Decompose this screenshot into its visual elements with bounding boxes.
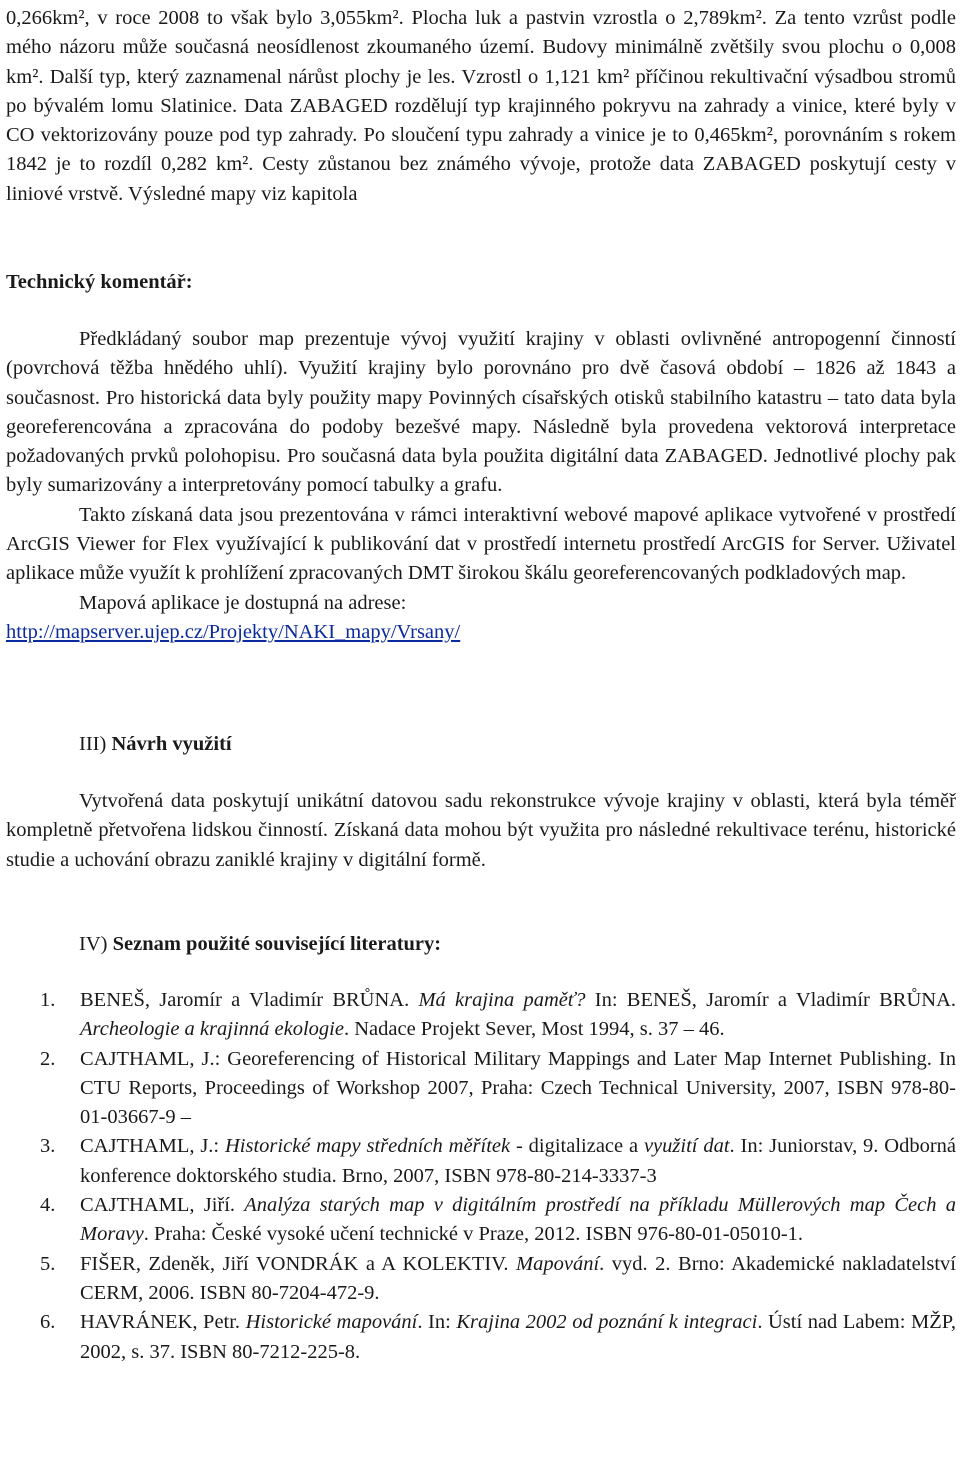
- reference-text: CAJTHAML, J.: Historické mapy středních měřítek - digitalizace a využití dat. In: Juniorstav, 9. Odborná konference doktorského studia. Brno, 2007, ISBN 978-80-214-3337-3: [80, 1135, 957, 1187]
- reference-number: 2.: [40, 1047, 56, 1070]
- heading-technical-comment: Technický komentář:: [6, 271, 193, 293]
- reference-text: CAJTHAML, J.: Georeferencing of Historical Military Mappings and Later Map Internet Publishing. In CTU Reports, Proceedings of Workshop 2007, Praha: Czech Technical University, 2007, ISBN 978-80-01-03667-9 –: [80, 1047, 956, 1129]
- section-3-title: Návrh využití: [111, 733, 232, 755]
- reference-text: CAJTHAML, Jiří. Analýza starých map v digitálním prostředí na příkladu Müllerových map Čech a Moravy. Praha: České vysoké učení technické v Praze, 2012. ISBN 976-80-01-05010-1.: [80, 1194, 956, 1246]
- reference-number: 6.: [40, 1311, 56, 1334]
- reference-text: BENEŠ, Jaromír a Vladimír BRŮNA. Má krajina paměť? In: BENEŠ, Jaromír a Vladimír BRŮNA. Archeologie a krajinná ekologie. Nadace Projekt Sever, Most 1994, s. 37 – 46.: [80, 989, 957, 1041]
- paragraph-results: 0,266km², v roce 2008 to však bylo 3,055km². Plocha luk a pastvin vzrostla o 2,789km². Za tento vzrůst podle mého názoru může současná neosídlenost zkoumaného území. Budovy minimálně zvětšily svou plochu o 0,008 km². Další typ, který zaznamenal nárůst plochy je les. Vzrostl o 1,121 km² příčinou rekultivační výsadbou stromů po bývalém lomu Slatinice. Data ZABAGED rozdělují typ krajinného pokryvu na zahrady a vinice, které byly v CO vektorizovány pouze pod typ zahrady. Po sloučení typu zahrady a vinice je to 0,465km², porovnáním s rokem 1842 je to rozdíl 0,282 km². Cesty zůstanou bez známého vývoje, protože data ZABAGED poskytují cesty v liniové vrstvě. Výsledné mapy viz kapitola: [6, 7, 956, 205]
- section-4-title: Seznam použité související literatury:: [112, 933, 442, 955]
- reference-number: 1.: [40, 989, 56, 1011]
- paragraph-tech-2: Takto získaná data jsou prezentována v rámci interaktivní webové mapové aplikace vytvořené v prostředí ArcGIS Viewer for Flex využívající k publikování dat v prostředí internetu prostředí ArcGIS for Server. Uživatel aplikace může využít k prohlížení zpracovaných DMT širokou škálu georeferencovaných podkladových map.: [6, 503, 956, 585]
- paragraph-tech-3: Mapová aplikace je dostupná na adrese:: [79, 591, 407, 614]
- reference-item: [40, 986, 956, 1045]
- app-url-link[interactable]: http://mapserver.ujep.cz/Projekty/NAKI_mapy/Vrsany/: [6, 620, 461, 643]
- reference-item: [40, 1308, 956, 1367]
- paragraph-section-3: Vytvořená data poskytují unikátní datovou sadu rekonstrukce vývoje krajiny v oblasti, která byla téměř kompletně přetvořena lidskou činností. Získaná data mohou být využita pro následné rekultivace terénu, historické studie a uchování obrazu zaniklé krajiny v digitální formě.: [6, 790, 956, 871]
- reference-item: [40, 1045, 956, 1133]
- technical-comment-section: [6, 325, 956, 647]
- reference-item: [40, 1191, 956, 1250]
- reference-number: 5.: [40, 1252, 56, 1275]
- paragraph-tech-1: Předkládaný soubor map prezentuje vývoj využití krajiny v oblasti ovlivněné antropogenní činností (povrchová těžba hnědého uhlí). Využití krajiny bylo porovnáno pro dvě časová období – 1826 až 1843 a současnost. Pro historická data byly použity mapy Povinných císařských otisků stabilního katastru – tato data byla georeferencována a zpracována do podoby bezešvé mapy. Následně byla provedena vektorová interpretace požadovaných prvků polohopisu. Pro současná data byla použita digitální data ZABAGED. Jednotlivé plochy pak byly sumarizovány a interpretovány pomocí tabulky a grafu.: [6, 328, 956, 497]
- reference-item: [40, 1250, 956, 1309]
- heading-section-3: [79, 730, 956, 759]
- section-3-prefix: III): [79, 733, 112, 755]
- reference-item: [40, 1132, 956, 1191]
- reference-text: FIŠER, Zdeněk, Jiří VONDRÁK a A KOLEKTIV. Mapování. vyd. 2. Brno: Akademické nakladatelství CERM, 2006. ISBN 80-7204-472-9.: [80, 1252, 957, 1304]
- reference-number: 4.: [40, 1194, 56, 1217]
- reference-text: HAVRÁNEK, Petr. Historické mapování. In: Krajina 2002 od poznání k integraci. Ústí nad Labem: MŽP, 2002, s. 37. ISBN 80-7212-225-8.: [80, 1311, 956, 1363]
- heading-section-4: [79, 930, 956, 959]
- reference-list: [40, 986, 956, 1367]
- reference-number: 3.: [40, 1135, 56, 1158]
- section-4-prefix: IV): [79, 933, 113, 955]
